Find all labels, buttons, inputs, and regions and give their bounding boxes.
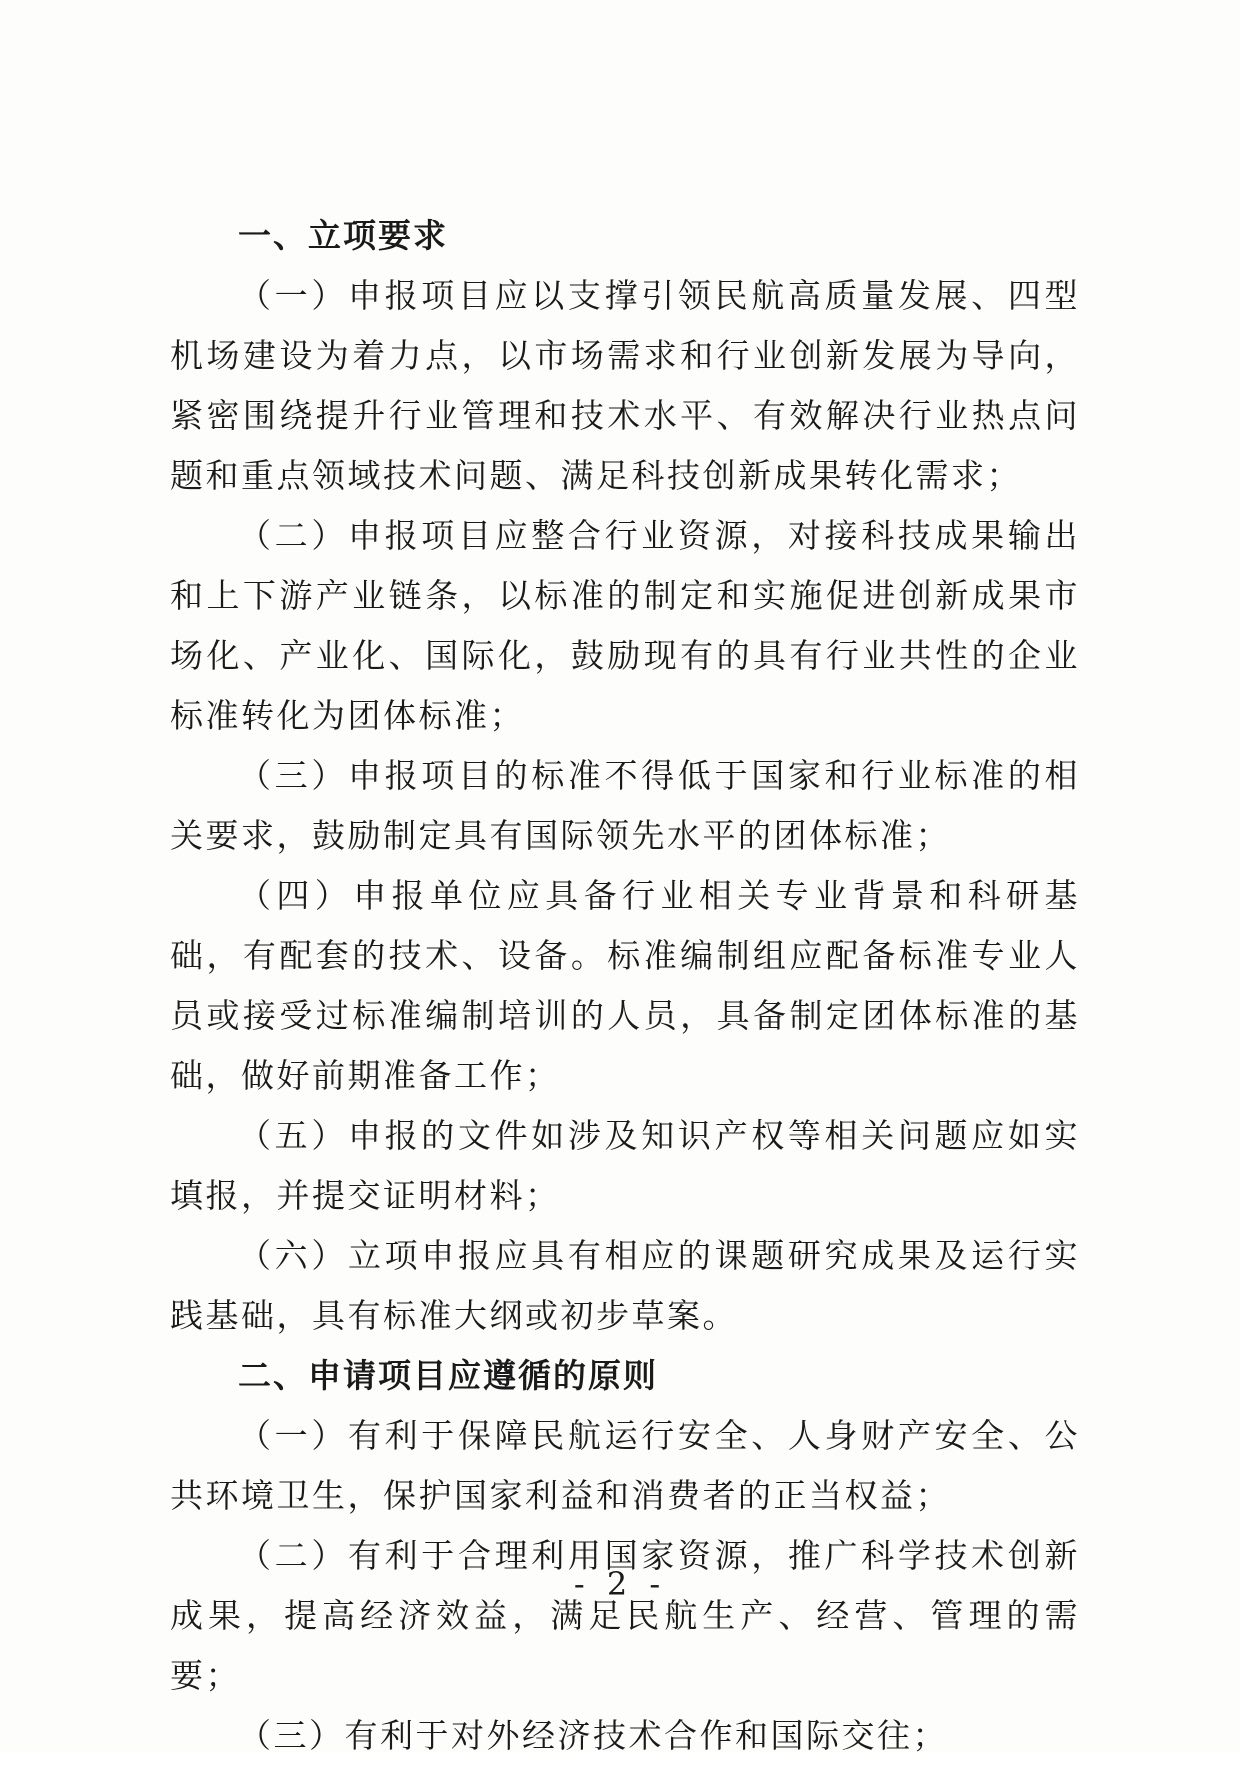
paragraph: （一）申报项目应以支撑引领民航高质量发展、四型机场建设为着力点，以市场需求和行业创新发展为导向，紧密围绕提升行业管理和技术水平、有效解决行业热点问题和重点领域技术问题、满足科技创新成果转化需求；	[170, 276, 1080, 495]
paragraph: （一）有利于保障民航运行安全、人身财产安全、公共环境卫生，保护国家利益和消费者的正当权益；	[170, 1416, 1080, 1515]
paragraph: （四）申报单位应具备行业相关专业背景和科研基础，有配套的技术、设备。标准编制组应配备标准专业人员或接受过标准编制培训的人员，具备制定团体标准的基础，做好前期准备工作；	[170, 876, 1080, 1095]
page-number: - 2 -	[573, 1565, 667, 1603]
paragraph: （三）申报项目的标准不得低于国家和行业标准的相关要求，鼓励制定具有国际领先水平的团体标准；	[170, 756, 1080, 855]
section-heading-1: 一、立项要求	[238, 216, 448, 255]
document-body	[170, 206, 1080, 1766]
paragraph: （二）有利于合理利用国家资源，推广科学技术创新成果，提高经济效益，满足民航生产、经营、管理的需要；	[170, 1536, 1080, 1695]
section-heading-2: 二、申请项目应遵循的原则	[238, 1356, 658, 1395]
paragraph: （五）申报的文件如涉及知识产权等相关问题应如实填报，并提交证明材料；	[170, 1116, 1080, 1215]
paragraph: （六）立项申报应具有相应的课题研究成果及运行实践基础，具有标准大纲或初步草案。	[170, 1236, 1080, 1335]
paragraph: （三）有利于对外经济技术合作和国际交往；	[238, 1716, 948, 1755]
paragraph: （二）申报项目应整合行业资源，对接科技成果输出和上下游产业链条，以标准的制定和实施促进创新成果市场化、产业化、国际化，鼓励现有的具有行业共性的企业标准转化为团体标准；	[170, 516, 1080, 735]
